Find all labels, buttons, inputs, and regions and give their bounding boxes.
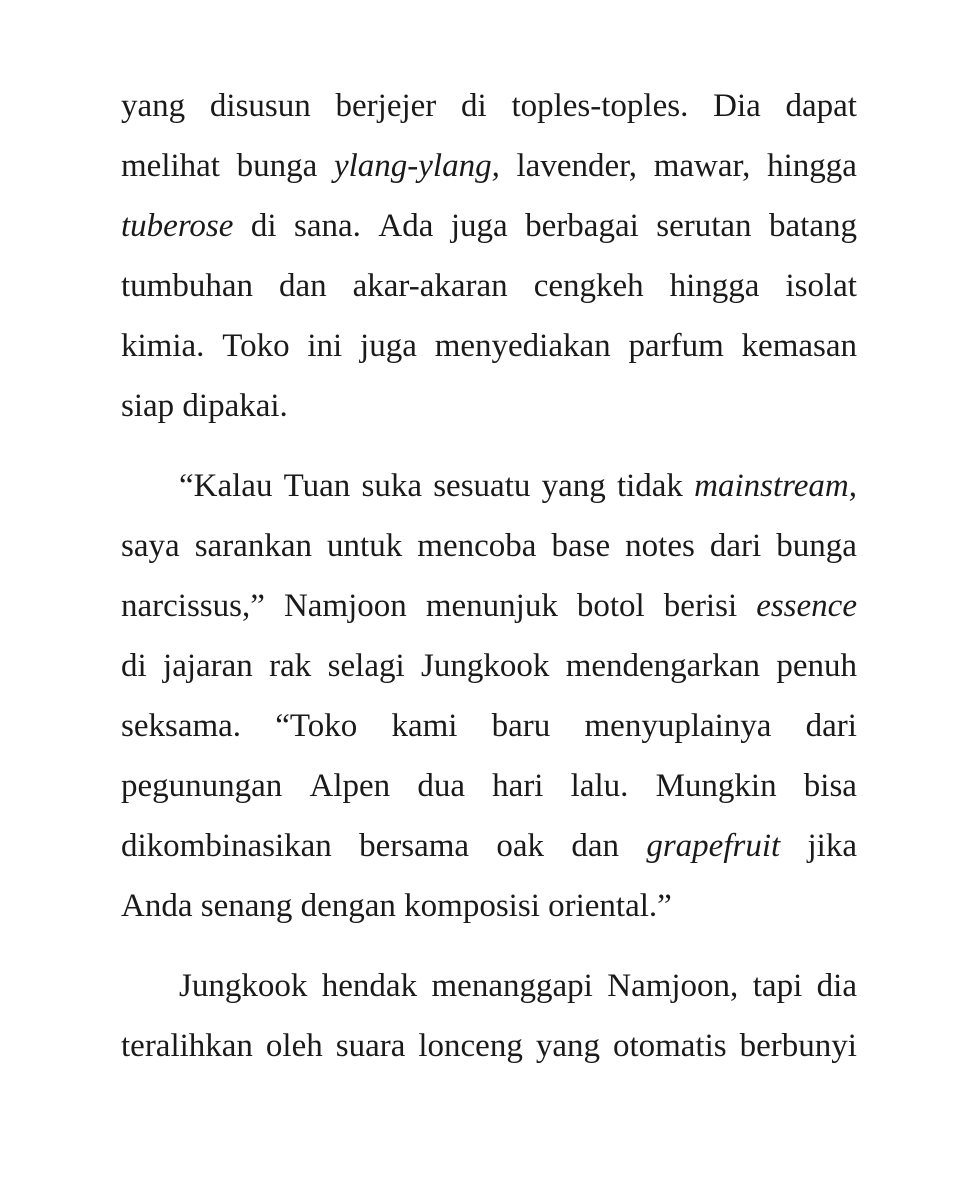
word: jajaran — [163, 648, 253, 684]
word: sana. — [294, 208, 361, 244]
text-line — [121, 576, 857, 636]
word: baru — [491, 708, 551, 744]
italic-word: grapefruit — [646, 828, 781, 864]
book-page — [121, 76, 857, 1076]
word: rak — [269, 648, 312, 684]
word: dari — [709, 528, 762, 564]
word: kami — [391, 708, 458, 744]
word: lonceng — [418, 1028, 523, 1064]
word: narcissus,” — [121, 588, 265, 624]
word: selagi — [327, 648, 405, 684]
word: parfum — [628, 328, 724, 364]
word: dikombinasikan — [121, 828, 332, 864]
text-line — [121, 376, 857, 436]
text-line — [121, 1016, 857, 1076]
text-line — [121, 136, 857, 196]
word: suka — [361, 468, 423, 504]
word: dan — [278, 268, 327, 304]
word: mencoba — [417, 528, 537, 564]
word: bisa — [803, 768, 857, 804]
text-line — [121, 956, 857, 1016]
word: dengan — [300, 888, 396, 924]
word: oleh — [265, 1028, 323, 1064]
word: sesuatu — [433, 468, 531, 504]
text-line — [121, 816, 857, 876]
word: hingga — [767, 148, 857, 184]
word: komposisi — [404, 888, 540, 924]
word: dari — [805, 708, 857, 744]
word: berbunyi — [739, 1028, 857, 1064]
word: Dia — [713, 88, 761, 124]
word: “Kalau — [179, 468, 273, 504]
word: Namjoon — [283, 588, 407, 624]
word: ini — [307, 328, 343, 364]
word: bersama — [359, 828, 470, 864]
word: Jungkook — [421, 648, 550, 684]
word: dipakai. — [182, 388, 288, 424]
paragraph — [121, 456, 857, 936]
text-line — [121, 256, 857, 316]
word: menanggapi — [431, 968, 593, 1004]
word: juga — [360, 328, 417, 364]
word: seksama. — [121, 708, 242, 744]
word: pegunungan — [121, 768, 283, 804]
text-line — [121, 456, 857, 516]
word: Alpen — [309, 768, 391, 804]
word: cengkeh — [533, 268, 644, 304]
text-line — [121, 516, 857, 576]
word: batang — [769, 208, 857, 244]
word: dan — [571, 828, 620, 864]
word: senang — [200, 888, 293, 924]
word: Mungkin — [655, 768, 777, 804]
word: isolat — [785, 268, 857, 304]
word: bunga — [236, 148, 318, 184]
text-line — [121, 636, 857, 696]
word: oak — [496, 828, 545, 864]
word: Tuan — [283, 468, 351, 504]
word: yang — [541, 468, 606, 504]
text-line — [121, 196, 857, 256]
word: lalu. — [570, 768, 629, 804]
word: kimia. — [121, 328, 205, 364]
word: di — [250, 208, 277, 244]
word: saya — [121, 528, 180, 564]
word: di — [121, 648, 147, 684]
word: berbagai — [525, 208, 639, 244]
word: kemasan — [741, 328, 857, 364]
word: yang — [121, 88, 186, 124]
italic-word: ylang-ylang, — [333, 148, 500, 184]
word: Jungkook — [179, 968, 308, 1004]
word: yang — [535, 1028, 600, 1064]
word: sarankan — [194, 528, 312, 564]
word: berjejer — [335, 88, 437, 124]
text-line — [121, 756, 857, 816]
word: hingga — [669, 268, 760, 304]
word: tumbuhan — [121, 268, 253, 304]
word: otomatis — [612, 1028, 727, 1064]
word: Namjoon, — [607, 968, 739, 1004]
word: Toko — [222, 328, 290, 364]
word: serutan — [656, 208, 752, 244]
italic-word: essence — [756, 588, 857, 624]
word: tidak — [616, 468, 683, 504]
text-line — [121, 876, 857, 936]
word: berisi — [663, 588, 738, 624]
word: menyuplainya — [584, 708, 772, 744]
paragraph — [121, 76, 857, 436]
word: lavender, — [516, 148, 638, 184]
text-line — [121, 316, 857, 376]
word: notes — [625, 528, 695, 564]
word: menunjuk — [425, 588, 558, 624]
text-line — [121, 696, 857, 756]
word: dua — [417, 768, 465, 804]
word: Ada — [378, 208, 434, 244]
word: base — [551, 528, 611, 564]
word: juga — [450, 208, 508, 244]
word: siap — [121, 388, 175, 424]
paragraph — [121, 956, 857, 1076]
word: toples-toples. — [511, 88, 689, 124]
word: jika — [807, 828, 857, 864]
word: teralihkan — [121, 1028, 253, 1064]
word: hari — [492, 768, 544, 804]
word: dapat — [785, 88, 857, 124]
word: menyediakan — [434, 328, 611, 364]
word: suara — [335, 1028, 406, 1064]
word: tapi — [752, 968, 803, 1004]
word: disusun — [209, 88, 311, 124]
italic-word: tuberose — [121, 208, 234, 244]
word: bunga — [776, 528, 857, 564]
word: mendengarkan — [565, 648, 760, 684]
word: penuh — [776, 648, 857, 684]
word: oriental.” — [548, 888, 672, 924]
word: untuk — [327, 528, 403, 564]
word: hendak — [321, 968, 418, 1004]
word: akar-akaran — [352, 268, 508, 304]
text-line — [121, 76, 857, 136]
word: dia — [816, 968, 857, 1004]
word: melihat — [121, 148, 220, 184]
italic-word: mainstream, — [694, 468, 857, 504]
word: di — [461, 88, 487, 124]
word: botol — [576, 588, 645, 624]
word: mawar, — [653, 148, 751, 184]
word: Anda — [121, 888, 193, 924]
word: “Toko — [275, 708, 358, 744]
